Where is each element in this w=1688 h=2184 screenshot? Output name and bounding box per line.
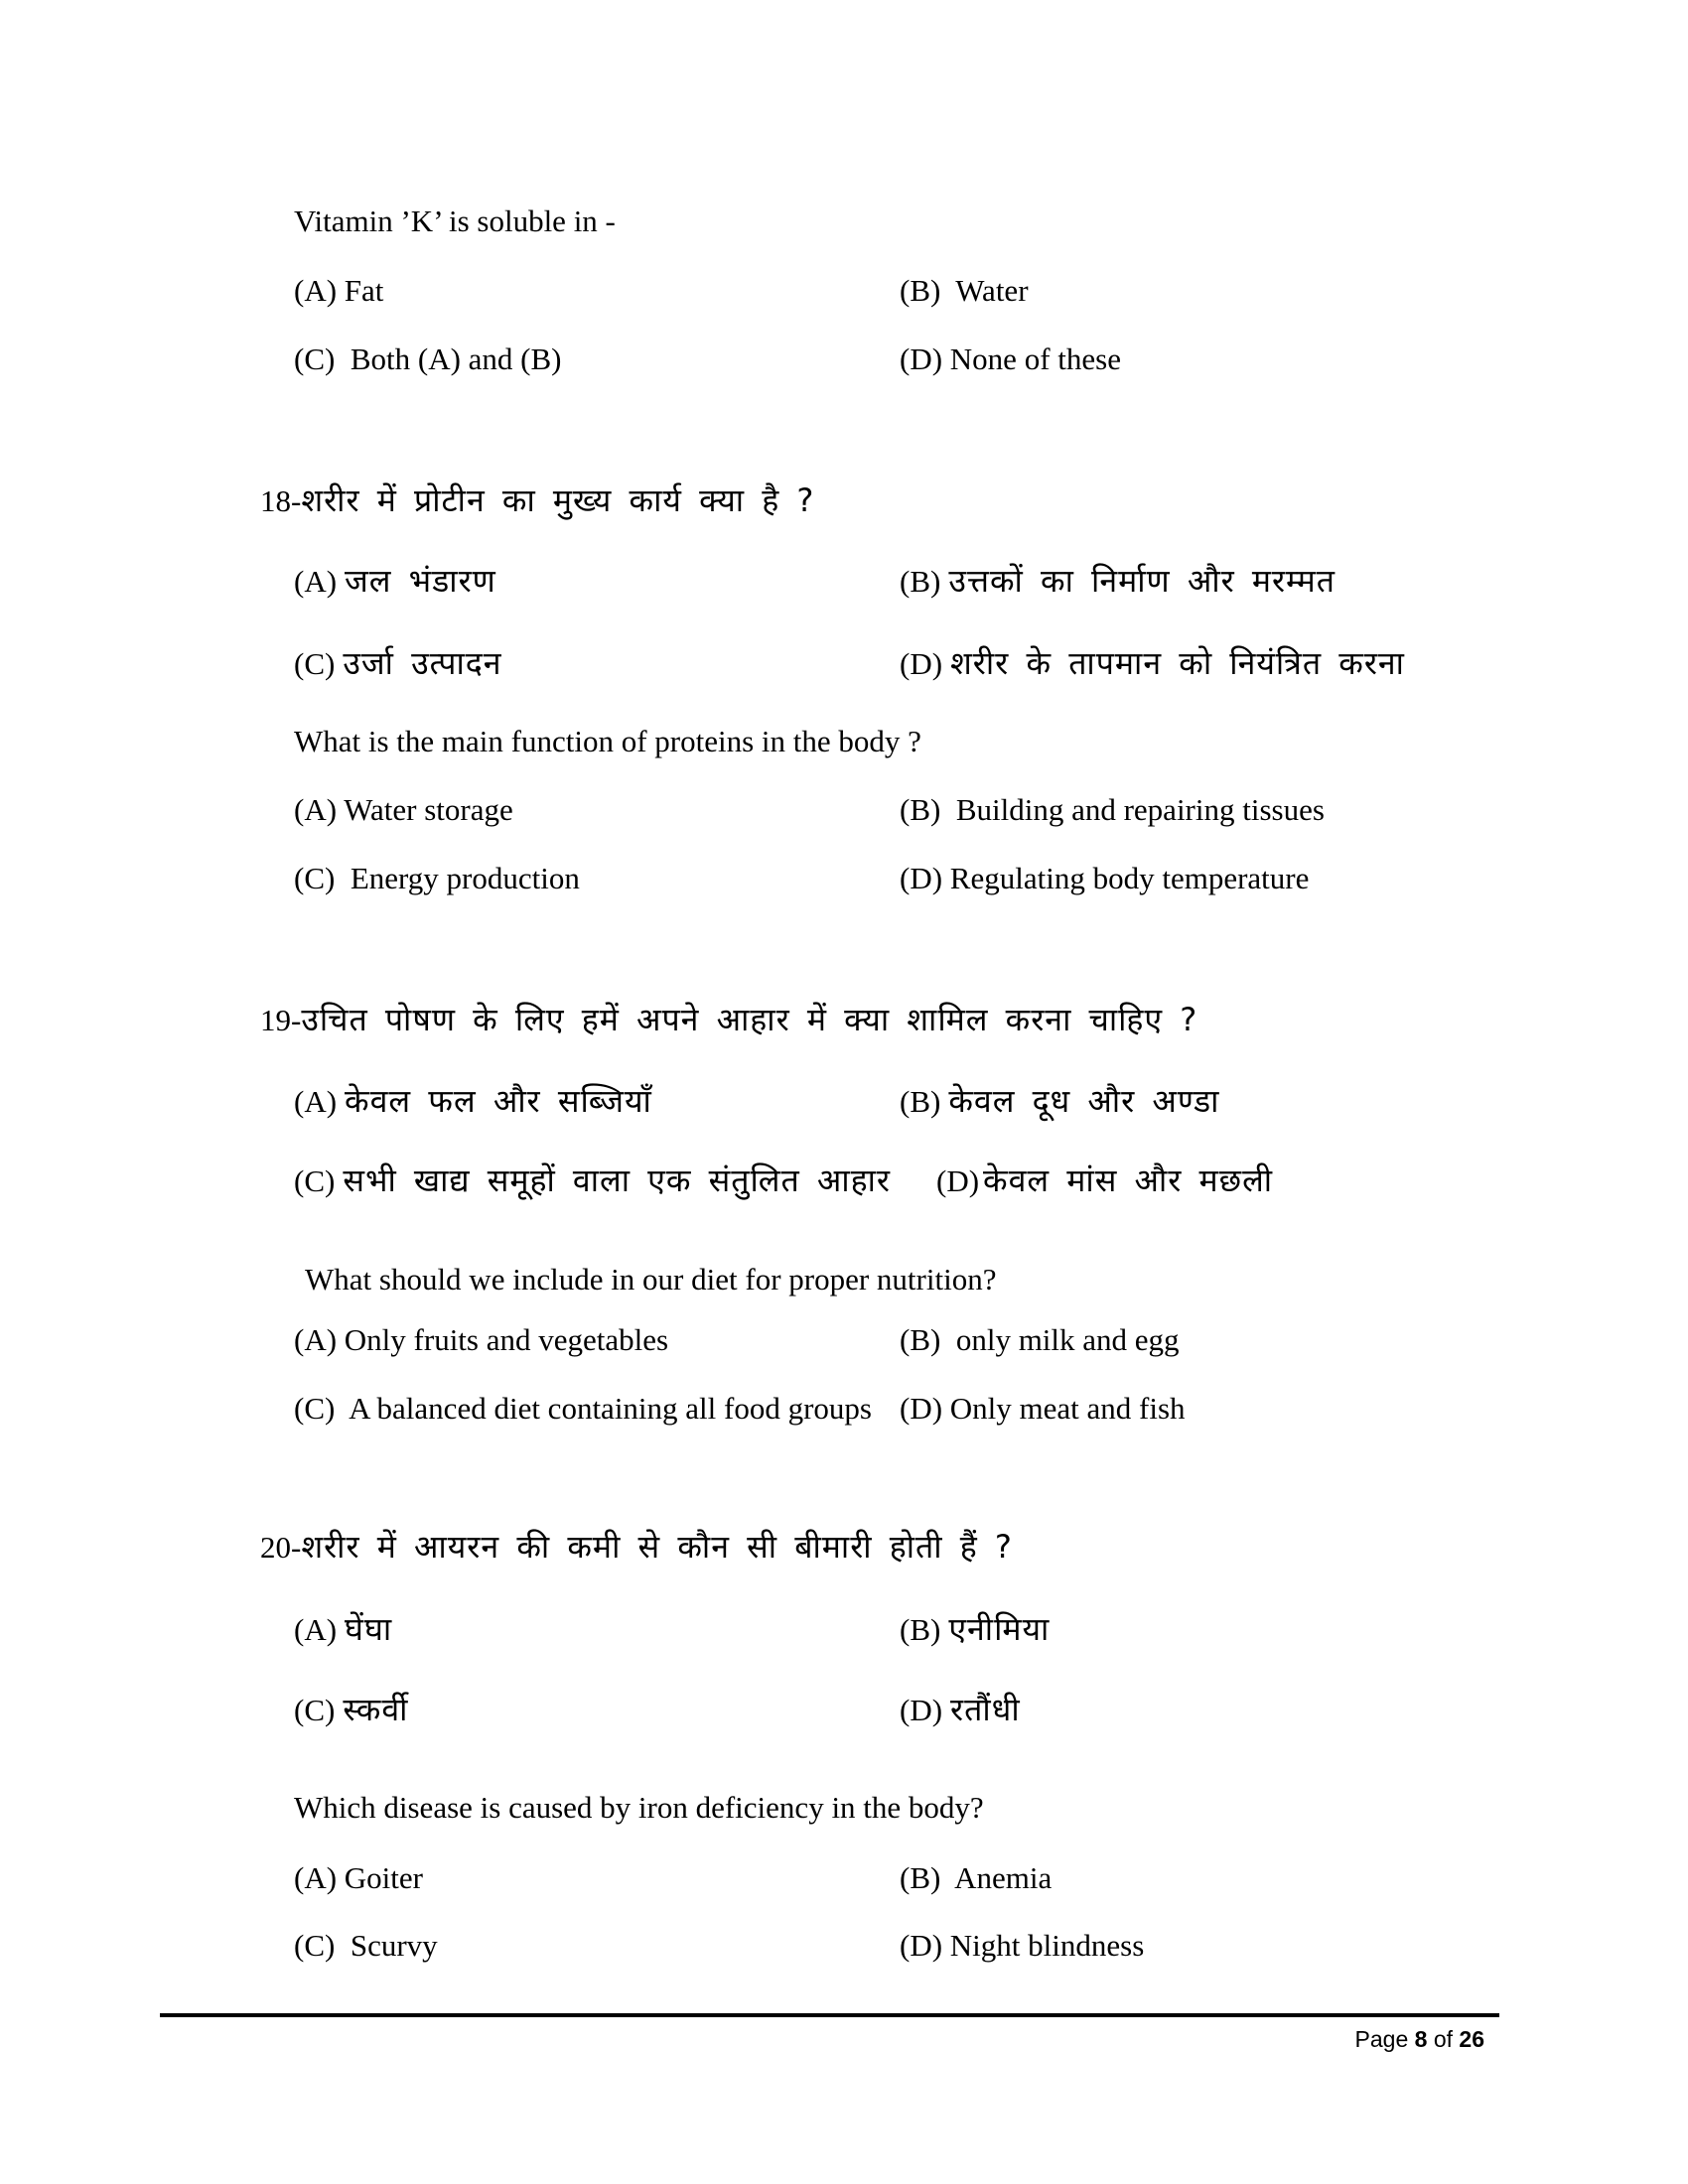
option-label: (B) [900, 1612, 941, 1647]
option-text: None of these [949, 341, 1121, 376]
option-label: (D) [900, 1391, 943, 1426]
q19-question-en: What should we include in our diet for proper nutrition? [305, 1262, 997, 1297]
option-text: Only fruits and vegetables [344, 1322, 669, 1357]
q18-option-a-hi [294, 562, 496, 600]
question-number: 20- [260, 1530, 302, 1565]
q19-option-d-en [900, 1393, 1186, 1424]
page-prefix: Page [1354, 2026, 1409, 2052]
q17-option-d [900, 343, 1121, 374]
option-label: (B) [900, 1084, 941, 1119]
option-label: (D) [900, 646, 943, 681]
q18-question-hi [260, 481, 815, 519]
option-label: (A) [294, 1322, 338, 1357]
option-text: केवल मांस और मछली [983, 1161, 1274, 1199]
option-label: (C) [294, 1693, 336, 1727]
option-label: (B) [900, 1322, 941, 1357]
option-text: स्कर्वी [343, 1691, 409, 1728]
option-text: A balanced diet containing all food groups [349, 1391, 872, 1426]
option-text: सभी खाद्य समूहों वाला एक संतुलित आहार [343, 1161, 891, 1199]
page-number [1355, 2026, 1484, 2052]
option-text: Fat [344, 273, 384, 308]
option-text: Water storage [344, 792, 513, 827]
question-text: उचित पोषण के लिए हमें अपने आहार में क्या शामिल करना चाहिए ? [301, 1001, 1198, 1038]
option-text: Regulating body temperature [949, 861, 1310, 895]
option-text: Water [955, 273, 1029, 308]
q18-question-en: What is the main function of proteins in the body ? [294, 724, 921, 758]
question-text: शरीर में प्रोटीन का मुख्य कार्य क्या है ? [301, 481, 815, 519]
option-label: (A) [294, 1860, 338, 1895]
q20-option-d-en [900, 1930, 1144, 1961]
q18-option-a-en [294, 794, 513, 825]
option-text: Night blindness [949, 1928, 1145, 1963]
q19-option-a-hi [294, 1082, 652, 1120]
q19-question-hi [260, 1001, 1198, 1038]
q20-option-d-hi [900, 1691, 1021, 1728]
option-label: (A) [294, 792, 338, 827]
option-text: उर्जा उत्पादन [343, 644, 502, 682]
option-text: Goiter [344, 1860, 423, 1895]
q18-option-b-en [900, 794, 1325, 825]
option-label: (C) [294, 1391, 336, 1426]
page-total: 26 [1459, 2026, 1484, 2052]
q19-option-c-hi [294, 1161, 891, 1199]
option-text: जल भंडारण [345, 562, 496, 600]
option-text: Anemia [954, 1860, 1053, 1895]
option-text: Both (A) and (B) [350, 341, 562, 376]
q17-option-c [294, 343, 561, 374]
option-text: उत्तकों का निर्माण और मरम्मत [948, 562, 1336, 600]
question-number: 18- [260, 483, 302, 518]
option-label: (D) [900, 1928, 943, 1963]
option-label: (C) [294, 1163, 336, 1198]
q19-option-c-en [294, 1393, 872, 1424]
option-text: रतौंधी [950, 1691, 1021, 1728]
option-label: (B) [900, 792, 941, 827]
q19-option-d-hi [936, 1161, 1274, 1199]
option-label: (C) [294, 1928, 336, 1963]
q19-option-b-en [900, 1324, 1180, 1355]
q18-option-d-en [900, 863, 1309, 893]
option-label: (D) [936, 1163, 980, 1198]
q19-option-a-en [294, 1324, 668, 1355]
q17-question-en: Vitamin ’K’ is soluble in - [294, 204, 616, 238]
option-label: (C) [294, 646, 336, 681]
option-label: (D) [900, 1693, 943, 1727]
q20-question-hi [260, 1528, 1013, 1566]
footer-divider [160, 2013, 1499, 2017]
q18-option-d-hi [900, 644, 1405, 682]
option-text: घेंघा [345, 1610, 393, 1648]
option-text: only milk and egg [955, 1322, 1180, 1357]
option-label: (B) [900, 273, 941, 308]
page-of: of [1433, 2026, 1454, 2052]
q20-option-c-hi [294, 1691, 409, 1728]
option-label: (A) [294, 564, 338, 599]
question-text: शरीर में आयरन की कमी से कौन सी बीमारी होती हैं ? [301, 1528, 1013, 1566]
q20-option-a-en [294, 1862, 423, 1893]
question-number: 19- [260, 1003, 302, 1037]
q20-option-b-hi [900, 1610, 1051, 1648]
option-label: (D) [900, 861, 943, 895]
q17-option-b [900, 275, 1029, 306]
q20-question-en: Which disease is caused by iron deficiency in the body? [294, 1790, 984, 1825]
option-label: (C) [294, 341, 336, 376]
q20-option-a-hi [294, 1610, 393, 1648]
q18-option-c-en [294, 863, 580, 893]
option-text: Scurvy [350, 1928, 438, 1963]
option-text: Only meat and fish [949, 1391, 1186, 1426]
q18-option-b-hi [900, 562, 1336, 600]
option-label: (C) [294, 861, 336, 895]
option-label: (A) [294, 1084, 338, 1119]
option-text: केवल दूध और अण्डा [948, 1082, 1220, 1120]
page-current: 8 [1414, 2026, 1428, 2052]
q19-option-b-hi [900, 1082, 1220, 1120]
option-text: Energy production [350, 861, 580, 895]
option-label: (D) [900, 341, 943, 376]
option-text: Building and repairing tissues [955, 792, 1325, 827]
q20-option-b-en [900, 1862, 1052, 1893]
q20-option-c-en [294, 1930, 438, 1961]
q17-option-a [294, 275, 383, 306]
option-text: एनीमिया [948, 1610, 1051, 1648]
option-label: (B) [900, 1860, 941, 1895]
option-label: (B) [900, 564, 941, 599]
q18-option-c-hi [294, 644, 502, 682]
option-label: (A) [294, 1612, 338, 1647]
option-label: (A) [294, 273, 338, 308]
option-text: केवल फल और सब्जियाँ [345, 1082, 652, 1120]
option-text: शरीर के तापमान को नियंत्रित करना [950, 644, 1405, 682]
